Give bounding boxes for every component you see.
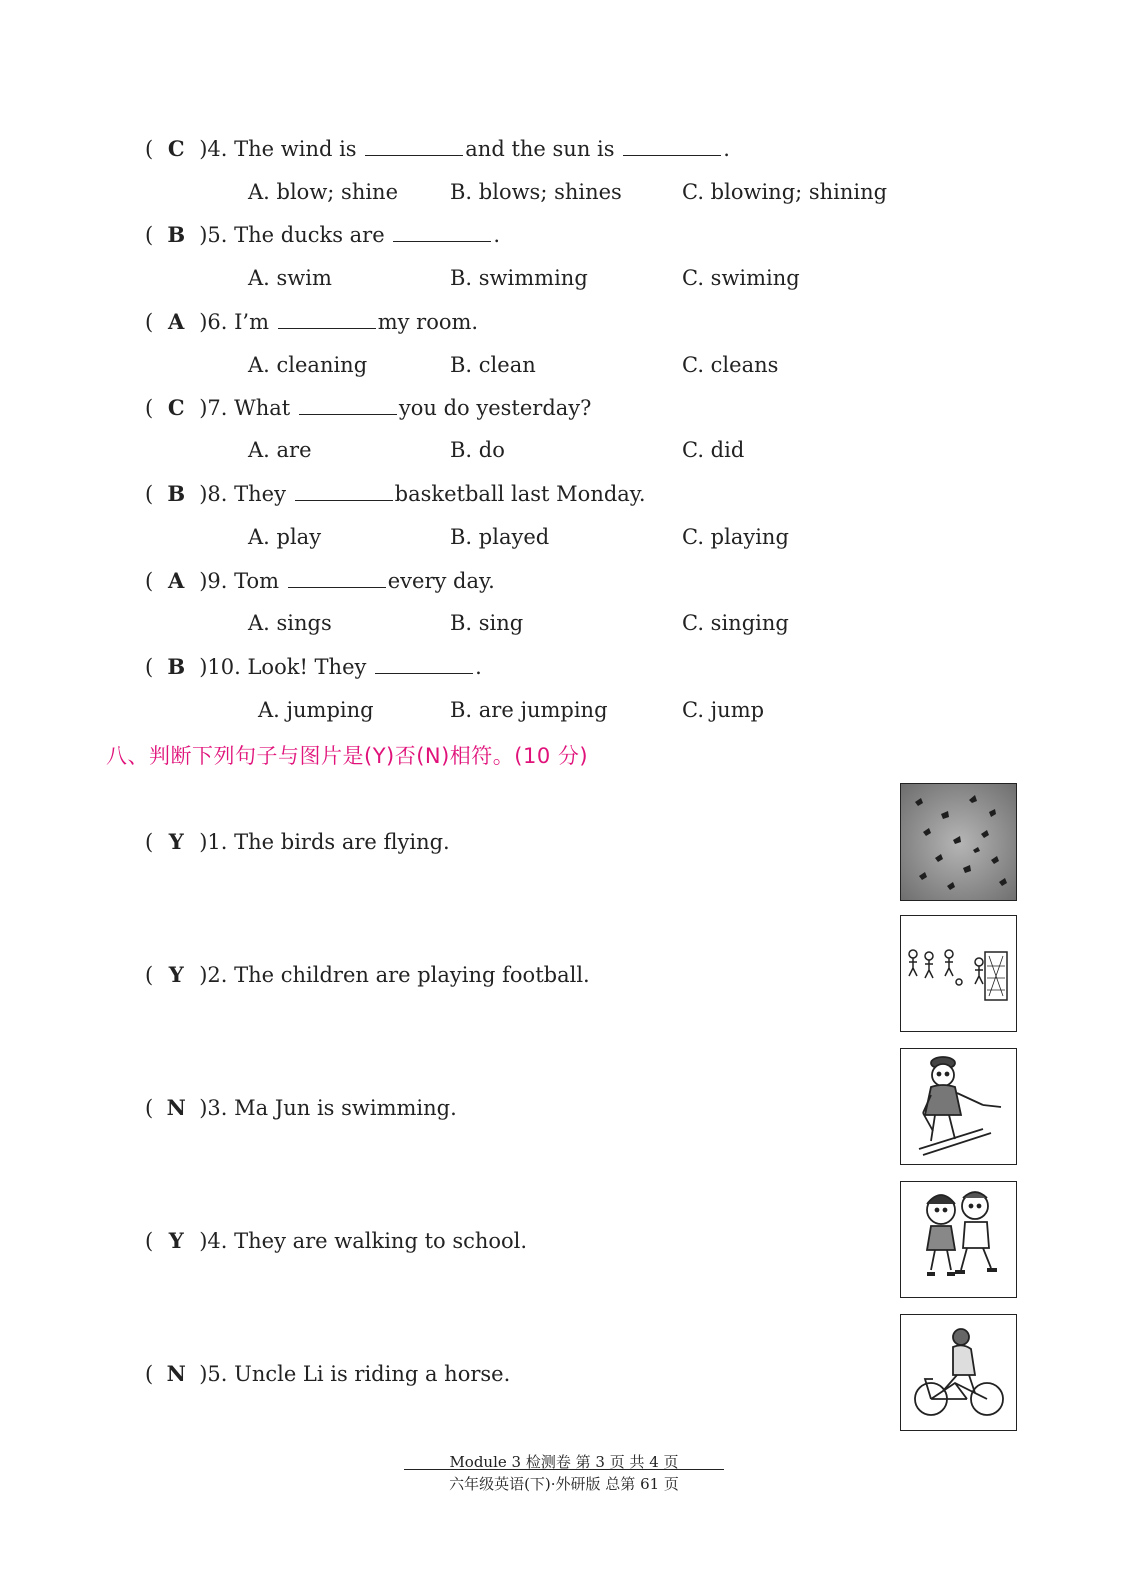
option-a: A. cleaning bbox=[248, 353, 368, 377]
answer-mark: B bbox=[167, 222, 186, 247]
option-a: A. swim bbox=[248, 266, 332, 290]
option-b: B. clean bbox=[450, 353, 536, 377]
answer-mark: A bbox=[168, 309, 185, 334]
tf-item-3: ( N )3. Ma Jun is swimming. bbox=[145, 1095, 457, 1120]
answer-blank bbox=[393, 223, 491, 242]
birds-flying-image bbox=[900, 783, 1017, 901]
option-a: A. blow; shine bbox=[248, 180, 399, 204]
option-b: B. swimming bbox=[450, 266, 588, 290]
answer-mark: B bbox=[167, 481, 186, 506]
question-6: ( A )6. I’m my room. bbox=[145, 309, 479, 334]
option-a: A. jumping bbox=[258, 698, 374, 722]
tf-item-1: ( Y )1. The birds are flying. bbox=[145, 829, 450, 854]
boy-skiing-image bbox=[900, 1048, 1017, 1165]
tf-item-2: ( Y )2. The children are playing football. bbox=[145, 962, 590, 987]
option-a: A. sings bbox=[248, 611, 332, 635]
answer-blank bbox=[375, 655, 473, 674]
football-icon bbox=[901, 916, 1017, 1032]
answer-mark: Y bbox=[168, 829, 184, 854]
question-8: ( B )8. They basketball last Monday. bbox=[145, 481, 646, 506]
walking-icon bbox=[901, 1182, 1017, 1298]
woman-bicycle-image bbox=[900, 1314, 1017, 1431]
answer-mark: N bbox=[166, 1361, 186, 1386]
option-c: C. cleans bbox=[682, 353, 779, 377]
answer-blank bbox=[288, 569, 386, 588]
answer-mark: C bbox=[167, 136, 185, 161]
tf-item-5: ( N )5. Uncle Li is riding a horse. bbox=[145, 1361, 511, 1386]
option-b: B. do bbox=[450, 438, 505, 462]
section-8-title: 八、判断下列句子与图片是(Y)否(N)相符。(10 分) bbox=[106, 744, 589, 768]
option-c: C. playing bbox=[682, 525, 789, 549]
option-c: C. blowing; shining bbox=[682, 180, 888, 204]
question-10: ( B )10. Look! They . bbox=[145, 654, 482, 679]
answer-mark: Y bbox=[168, 1228, 184, 1253]
answer-blank bbox=[295, 482, 393, 501]
skiing-icon bbox=[901, 1049, 1017, 1165]
question-5: ( B )5. The ducks are . bbox=[145, 222, 501, 247]
footer-book-info: 六年级英语(下)·外研版 总第 61 页 bbox=[449, 1475, 679, 1493]
option-a: A. are bbox=[248, 438, 312, 462]
option-b: B. played bbox=[450, 525, 550, 549]
option-b: B. blows; shines bbox=[450, 180, 622, 204]
question-9: ( A )9. Tom every day. bbox=[145, 568, 495, 593]
answer-blank bbox=[365, 137, 463, 156]
option-c: C. jump bbox=[682, 698, 765, 722]
option-c: C. singing bbox=[682, 611, 789, 635]
answer-blank bbox=[623, 137, 721, 156]
answer-blank bbox=[278, 310, 376, 329]
option-b: B. sing bbox=[450, 611, 524, 635]
children-walking-image bbox=[900, 1181, 1017, 1298]
tf-item-4: ( Y )4. They are walking to school. bbox=[145, 1228, 528, 1253]
option-a: A. play bbox=[248, 525, 322, 549]
option-b: B. are jumping bbox=[450, 698, 608, 722]
option-c: C. swiming bbox=[682, 266, 800, 290]
footer-page-info: Module 3 检测卷 第 3 页 共 4 页 bbox=[449, 1453, 679, 1471]
birds-icon bbox=[901, 784, 1017, 901]
answer-mark: C bbox=[167, 395, 185, 420]
question-4: ( C )4. The wind is and the sun is . bbox=[145, 136, 730, 161]
question-7: ( C )7. What you do yesterday? bbox=[145, 395, 592, 420]
children-football-image bbox=[900, 915, 1017, 1032]
answer-mark: B bbox=[167, 654, 186, 679]
bicycle-icon bbox=[901, 1315, 1017, 1431]
answer-mark: Y bbox=[168, 962, 184, 987]
answer-mark: N bbox=[166, 1095, 186, 1120]
answer-mark: A bbox=[168, 568, 185, 593]
answer-blank bbox=[299, 396, 397, 415]
option-c: C. did bbox=[682, 438, 745, 462]
